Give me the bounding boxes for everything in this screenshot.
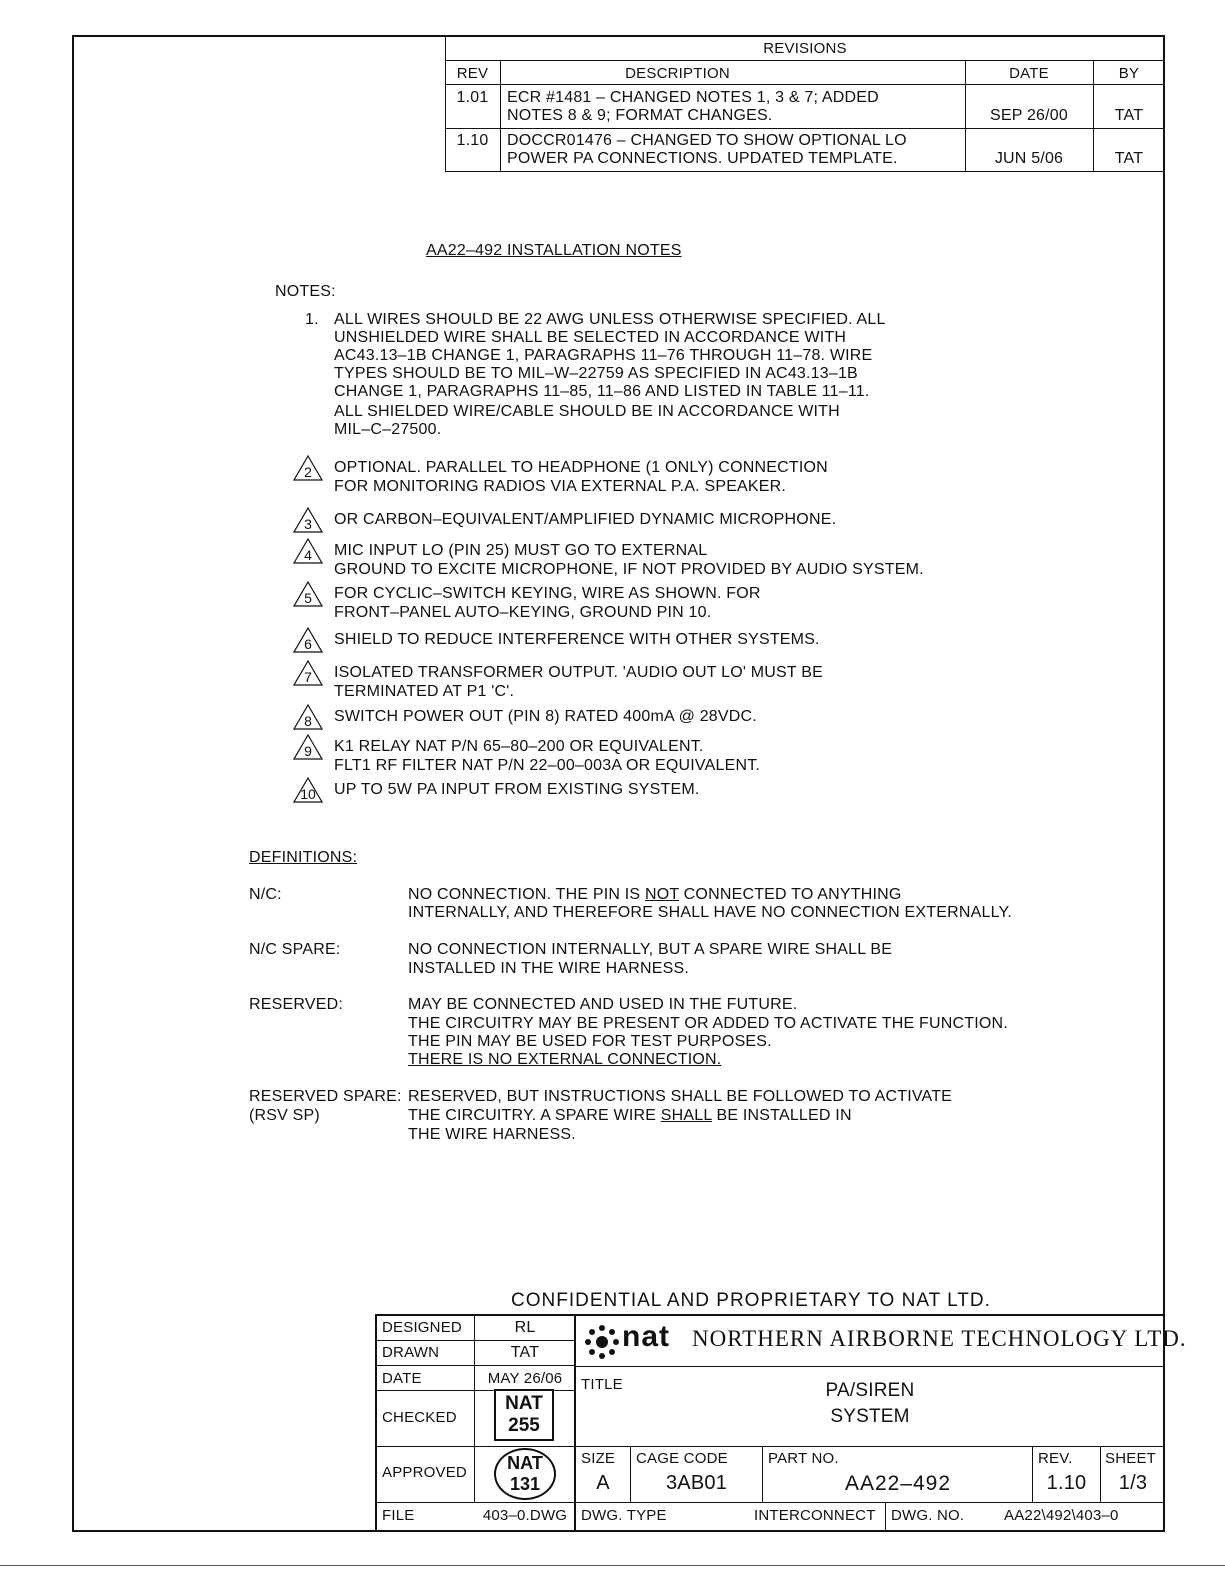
definition-text: THE CIRCUITRY MAY BE PRESENT OR ADDED TO ACTIVATE THE FUNCTION. [408, 1015, 1008, 1032]
revisions-title: REVISIONS [763, 40, 847, 57]
rev-header: REV [456, 65, 489, 82]
flag-note-triangle-icon [293, 704, 323, 730]
title-label: TITLE [581, 1376, 623, 1393]
flag-note-number: 10 [300, 786, 316, 802]
note-line: GROUND TO EXCITE MICROPHONE, IF NOT PROVIDED BY AUDIO SYSTEM. [334, 561, 924, 578]
flag-note-triangle-icon [293, 455, 323, 481]
definition-text: NO CONNECTION. THE PIN IS NOT CONNECTED TO ANYTHING [408, 886, 902, 903]
note-line: FLT1 RF FILTER NAT P/N 22–00–003A OR EQUIVALENT. [334, 757, 761, 774]
note-number: 1. [305, 311, 319, 328]
note-line: AC43.13–1B CHANGE 1, PARAGRAPHS 11–76 THROUGH 11–78. WIRE [334, 347, 873, 364]
by-header: BY [1118, 65, 1140, 82]
checked-stamp [494, 1389, 554, 1441]
notes-label: NOTES: [275, 283, 336, 300]
definition-text: THE WIRE HARNESS. [408, 1126, 576, 1143]
flag-note-triangle-icon [293, 660, 323, 686]
designed-label: DESIGNED [382, 1319, 462, 1336]
definition-text: INSTALLED IN THE WIRE HARNESS. [408, 960, 690, 977]
stamp-text: 131 [509, 1474, 541, 1494]
flag-note-triangle-icon [293, 734, 323, 760]
drawn-label: DRAWN [382, 1344, 440, 1361]
note-line: FRONT–PANEL AUTO–KEYING, GROUND PIN 10. [334, 604, 712, 621]
note-line: SWITCH POWER OUT (PIN 8) RATED 400mA @ 28VDC. [334, 708, 757, 725]
description-cell: DOCCR01476 – CHANGED TO SHOW OPTIONAL LO [507, 132, 907, 149]
date-label: DATE [382, 1370, 422, 1387]
rev-cell: 1.10 [456, 132, 489, 149]
frame-top [72, 35, 1165, 37]
file-label: FILE [382, 1507, 415, 1524]
rev-cell: 1.01 [456, 89, 489, 106]
nat-logo-icon [582, 1324, 622, 1360]
flag-note-triangle-icon [293, 627, 323, 653]
sheet-label: SHEET [1105, 1450, 1157, 1467]
definition-text: MAY BE CONNECTED AND USED IN THE FUTURE. [408, 996, 798, 1013]
dwg-type-value: INTERCONNECT [754, 1507, 876, 1524]
rev-value: 1.10 [1046, 1472, 1087, 1494]
flag-note-triangle-icon [293, 507, 323, 533]
note-line: K1 RELAY NAT P/N 65–80–200 OR EQUIVALENT. [334, 738, 704, 755]
part-value: AA22–492 [844, 1472, 952, 1495]
definition-text: INTERNALLY, AND THEREFORE SHALL HAVE NO CONNECTION EXTERNALLY. [408, 904, 1012, 921]
definition-term: N/C SPARE: [249, 941, 341, 958]
definition-term: (RSV SP) [249, 1107, 320, 1124]
page-bottom-rule [0, 1565, 1225, 1566]
approved-label: APPROVED [382, 1464, 467, 1481]
part-label: PART NO. [768, 1450, 839, 1467]
drawing-title: PA/SIREN [825, 1380, 915, 1401]
designed-value: RL [514, 1319, 536, 1336]
note-line: MIC INPUT LO (PIN 25) MUST GO TO EXTERNAL [334, 542, 708, 559]
stamp-text: NAT [507, 1453, 543, 1473]
note-line: TERMINATED AT P1 'C'. [334, 683, 515, 700]
note-line: ALL SHIELDED WIRE/CABLE SHOULD BE IN ACCORDANCE WITH [334, 403, 840, 420]
dwg-no-value: AA22\492\403–0 [1004, 1507, 1119, 1524]
by-cell: TAT [1114, 150, 1144, 167]
frame-bottom [72, 1530, 1165, 1532]
definition-text: THE PIN MAY BE USED FOR TEST PURPOSES. [408, 1033, 772, 1050]
note-line: OR CARBON–EQUIVALENT/AMPLIFIED DYNAMIC MICROPHONE. [334, 511, 837, 528]
definition-text: THE CIRCUITRY. A SPARE WIRE SHALL BE INSTALLED IN [408, 1107, 852, 1124]
company-name: NORTHERN AIRBORNE TECHNOLOGY LTD. [692, 1326, 1187, 1351]
confidential-notice: CONFIDENTIAL AND PROPRIETARY TO NAT LTD. [511, 1290, 991, 1311]
note-line: TYPES SHOULD BE TO MIL–W–22759 AS SPECIFIED IN AC43.13–1B [334, 365, 858, 382]
date-value: MAY 26/06 [487, 1370, 563, 1387]
stamp-text: NAT [505, 1393, 543, 1414]
description-header: DESCRIPTION [625, 65, 730, 82]
by-cell: TAT [1114, 107, 1144, 124]
note-line: MIL–C–27500. [334, 421, 442, 438]
size-label: SIZE [581, 1450, 616, 1467]
file-value: 403–0.DWG [482, 1507, 568, 1524]
frame-right [1163, 35, 1165, 1532]
nat-logo-text: nat [622, 1320, 670, 1353]
date-cell: JUN 5/06 [994, 150, 1064, 167]
date-header: DATE [1009, 65, 1049, 82]
drawing-title: SYSTEM [830, 1406, 910, 1427]
definition-text: NO CONNECTION INTERNALLY, BUT A SPARE WIRE SHALL BE [408, 941, 893, 958]
flag-note-number: 6 [304, 636, 312, 652]
note-line: OPTIONAL. PARALLEL TO HEADPHONE (1 ONLY) CONNECTION [334, 459, 828, 476]
doc-title: AA22–492 INSTALLATION NOTES [426, 242, 682, 259]
flag-note-number: 2 [304, 464, 312, 480]
cage-label: CAGE CODE [636, 1450, 728, 1467]
date-cell: SEP 26/00 [989, 107, 1068, 124]
note-line: FOR MONITORING RADIOS VIA EXTERNAL P.A. SPEAKER. [334, 478, 787, 495]
flag-note-number: 5 [304, 590, 312, 606]
checked-label: CHECKED [382, 1409, 457, 1426]
note-line: UNSHIELDED WIRE SHALL BE SELECTED IN ACCORDANCE WITH [334, 329, 847, 346]
note-line: FOR CYCLIC–SWITCH KEYING, WIRE AS SHOWN. FOR [334, 585, 761, 602]
dwg-type-label: DWG. TYPE [581, 1507, 667, 1524]
description-cell: ECR #1481 – CHANGED NOTES 1, 3 & 7; ADDED [507, 89, 879, 106]
flag-note-triangle-icon [293, 777, 323, 803]
flag-note-triangle-icon [293, 538, 323, 564]
sheet-value: 1/3 [1118, 1472, 1148, 1494]
size-value: A [596, 1472, 610, 1494]
flag-note-number: 9 [304, 743, 312, 759]
flag-note-number: 8 [304, 713, 312, 729]
cage-value: 3AB01 [665, 1472, 728, 1494]
note-line: ALL WIRES SHOULD BE 22 AWG UNLESS OTHERWISE SPECIFIED. ALL [334, 311, 886, 328]
note-line: UP TO 5W PA INPUT FROM EXISTING SYSTEM. [334, 781, 700, 798]
frame-left [72, 35, 74, 1532]
flag-note-number: 7 [304, 669, 312, 685]
note-line: CHANGE 1, PARAGRAPHS 11–85, 11–86 AND LISTED IN TABLE 11–11. [334, 383, 870, 400]
definition-term: RESERVED: [249, 996, 343, 1013]
description-cell: NOTES 8 & 9; FORMAT CHANGES. [507, 107, 773, 124]
definition-text: RESERVED, BUT INSTRUCTIONS SHALL BE FOLLOWED TO ACTIVATE [408, 1088, 953, 1105]
flag-note-number: 4 [304, 547, 312, 563]
flag-note-triangle-icon [293, 581, 323, 607]
definition-term: RESERVED SPARE: [249, 1088, 402, 1105]
approved-stamp [494, 1448, 556, 1500]
note-line: SHIELD TO REDUCE INTERFERENCE WITH OTHER SYSTEMS. [334, 631, 820, 648]
definition-term: N/C: [249, 886, 282, 903]
definitions-title: DEFINITIONS: [249, 849, 358, 866]
dwg-no-label: DWG. NO. [891, 1507, 965, 1524]
note-line: ISOLATED TRANSFORMER OUTPUT. 'AUDIO OUT LO' MUST BE [334, 664, 823, 681]
drawn-value: TAT [510, 1344, 540, 1361]
description-cell: POWER PA CONNECTIONS. UPDATED TEMPLATE. [507, 150, 898, 167]
flag-note-number: 3 [304, 516, 312, 532]
rev-label: REV. [1038, 1450, 1073, 1467]
definition-text: THERE IS NO EXTERNAL CONNECTION. [408, 1051, 722, 1068]
stamp-text: 255 [508, 1415, 540, 1436]
